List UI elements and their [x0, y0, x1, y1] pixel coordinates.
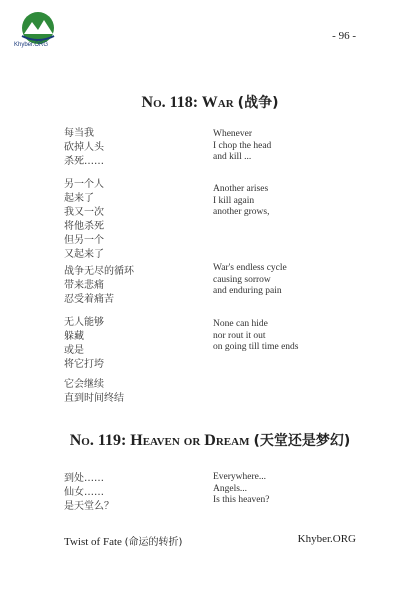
zh-line: 它会继续	[64, 379, 104, 390]
poem-119-title	[0, 430, 420, 450]
en-line: I chop the head	[213, 140, 272, 151]
footer-book-title	[64, 533, 182, 548]
en-line: None can hide	[213, 319, 268, 329]
zh-line: 带来悲痛	[64, 280, 104, 291]
poem-118-stanza-2-en	[213, 184, 269, 219]
footer-book-title-cjk: (命运的转折)	[124, 537, 183, 548]
en-line: another grows,	[213, 207, 270, 217]
poem-118-stanza-5-zh	[64, 378, 124, 406]
poem-119-stanza-1-en	[213, 472, 269, 507]
en-line: Is this heaven?	[213, 495, 270, 505]
en-line: Angels...	[213, 483, 248, 494]
zh-line: 或是	[64, 345, 84, 356]
en-line: I kill again	[213, 195, 255, 206]
en-line: causing sorrow	[213, 274, 271, 285]
zh-line: 另一个人	[64, 179, 104, 190]
poem-118-title-text: No. 118: War	[141, 94, 234, 111]
poem-118-stanza-2-zh	[64, 178, 104, 262]
footer-book-title-text: Twist of Fate	[64, 536, 122, 548]
zh-line: 是天堂么？	[64, 501, 114, 512]
poem-118-stanza-4-en	[213, 319, 299, 354]
zh-line: 起来了	[64, 193, 94, 204]
poem-119-stanza-1-zh	[64, 472, 114, 514]
poem-119-title-text: No. 119: Heaven or Dream	[69, 432, 250, 449]
zh-line: 无人能够	[64, 317, 104, 328]
poem-118-stanza-1-en	[213, 129, 271, 164]
zh-line: 我又一次	[64, 207, 104, 218]
poem-118-stanza-3-en	[213, 263, 287, 298]
zh-line: 仙女……	[64, 487, 104, 498]
zh-line: 又起来了	[64, 249, 104, 260]
en-line: Whenever	[213, 129, 253, 139]
zh-line: 忍受着痛苦	[64, 294, 114, 305]
poem-118-stanza-4-zh	[64, 316, 104, 372]
poem-118-stanza-1-zh	[64, 127, 104, 169]
zh-line: 将他杀死	[64, 221, 104, 232]
en-line: War's endless cycle	[213, 263, 287, 273]
poem-118-stanza-3-zh	[64, 265, 134, 307]
zh-line: 将它打垮	[64, 359, 104, 370]
en-line: and enduring pain	[213, 286, 282, 296]
en-line: Another arises	[213, 184, 269, 194]
zh-line: 躲藏	[64, 331, 84, 342]
page-number: - 96 -	[332, 30, 356, 42]
zh-line: 但另一个	[64, 235, 104, 246]
zh-line: 每当我	[64, 128, 94, 139]
en-line: Everywhere...	[213, 472, 267, 482]
zh-line: 直到时间终结	[64, 393, 124, 404]
poem-118-title-cjk: (战争)	[237, 95, 279, 111]
zh-line: 砍掉人头	[64, 142, 104, 153]
en-line: on going till time ends	[213, 342, 299, 352]
footer-site-name: Khyber.ORG	[297, 533, 356, 545]
en-line: nor rout it out	[213, 330, 266, 341]
zh-line: 杀死……	[64, 156, 104, 167]
logo-text: Khyber.ORG	[14, 42, 49, 48]
poem-119-title-cjk: (天堂还是梦幻)	[253, 433, 351, 449]
zh-line: 到处……	[64, 473, 104, 484]
zh-line: 战争无尽的循环	[64, 266, 134, 277]
en-line: and kill ...	[213, 152, 252, 162]
poem-118-title	[0, 92, 420, 112]
